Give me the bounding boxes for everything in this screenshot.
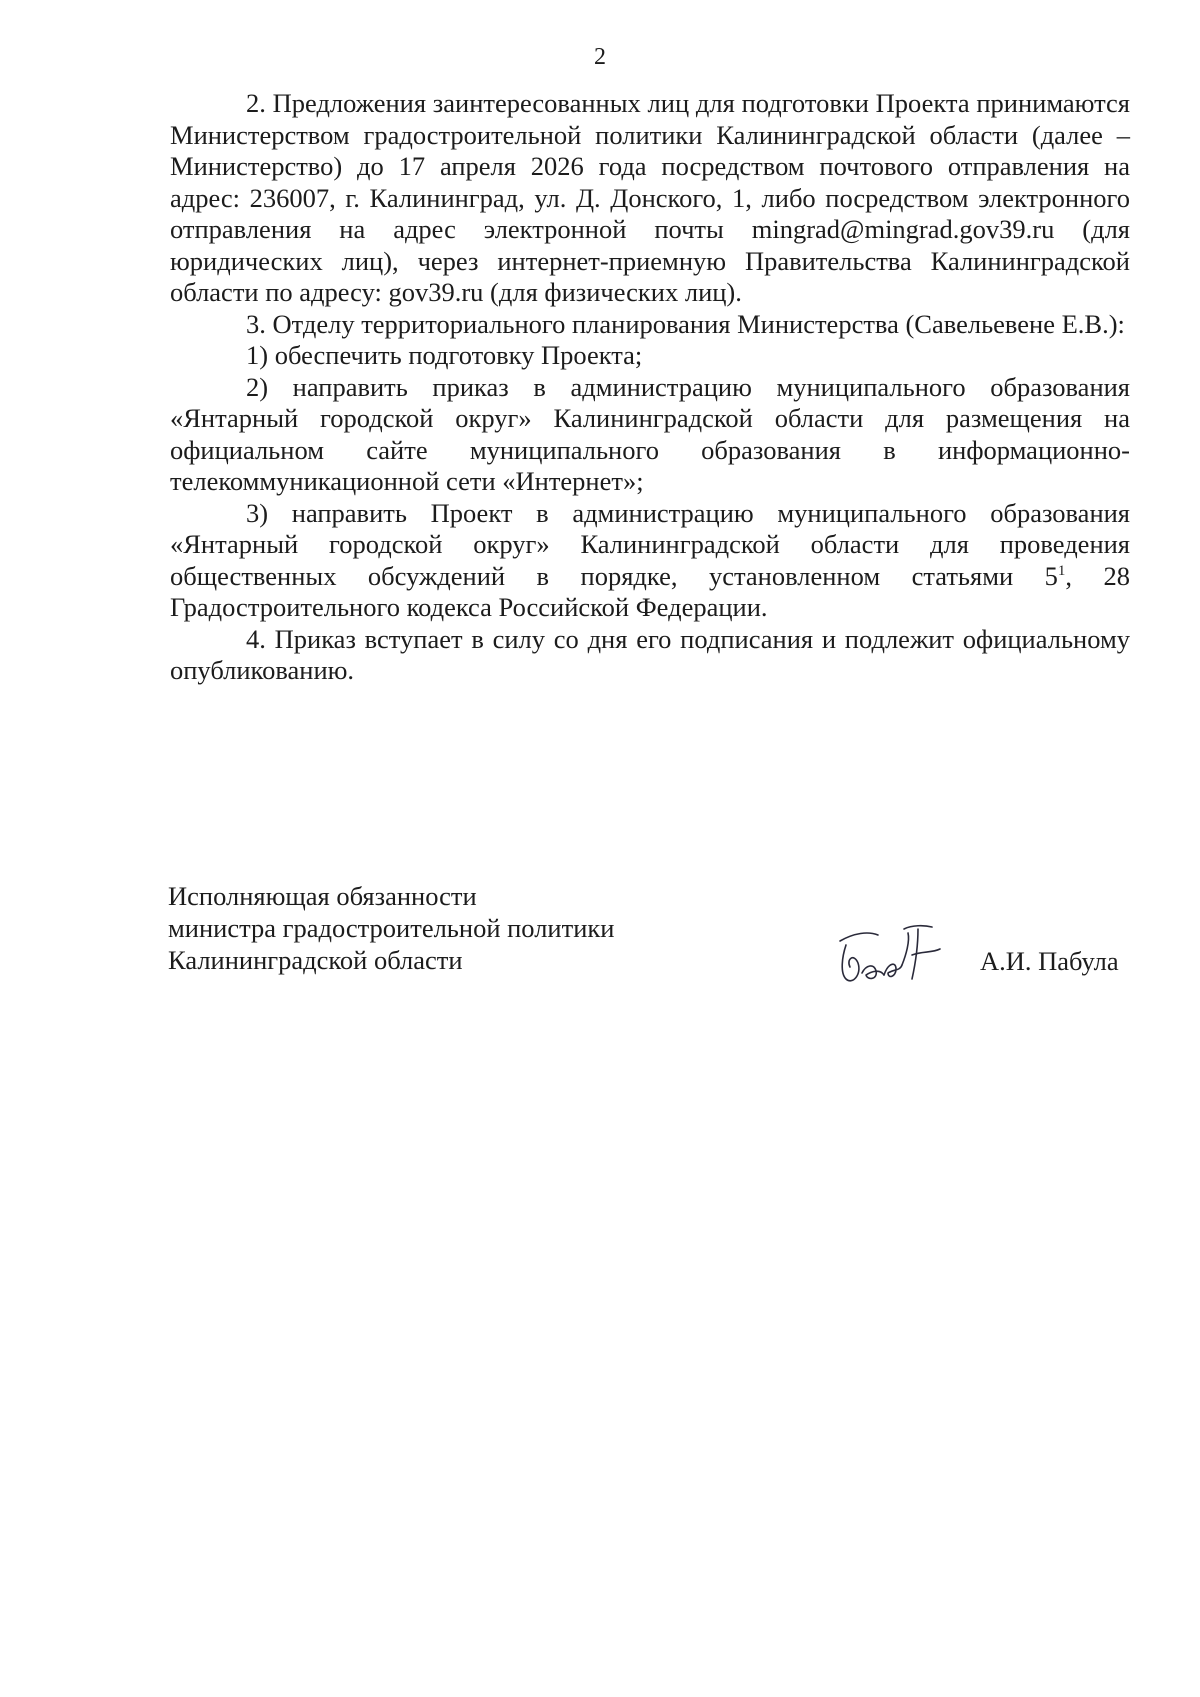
signer-name: А.И. Пабула	[980, 946, 1119, 976]
paragraph-3-item-1: 1) обеспечить подготовку Проекта;	[246, 340, 643, 370]
page-number: 2	[594, 44, 606, 70]
paragraph-2-proposals: 2. Предложения заинтересованных лиц для подготовки Проекта принимаются Министерством градостроительной политики Калининградской области (далее – Министерство) до 17 апреля 2026 года посредством почтового отправления на адрес: 236007, г. Калининград, ул. Д. Донского, 1, либо посредством электронного отправления на адрес электронной почты mingrad@mingrad.gov39.ru (для юридических лиц), через интернет-приемную Правительства Калининградской области по адресу: gov39.ru (для физических лиц).	[170, 88, 1130, 307]
handwritten-signature	[832, 915, 952, 995]
paragraph-3-department: 3. Отделу территориального планирования Министерства (Савельевене Е.В.):	[246, 308, 1125, 339]
signatory-title-line-2: министра градостроительной политики	[168, 913, 615, 943]
signatory-title	[168, 880, 728, 976]
paragraph-3-item-3-text-end: , 28 Градостроительного кодекса Российской Федерации.	[170, 560, 1130, 622]
signatory-title-line-1: Исполняющая обязанности	[168, 881, 477, 911]
superscript-one: 1	[1057, 562, 1066, 579]
paragraph-3-item-2: 2) направить приказ в администрацию муниципального образования «Янтарный городской округ» Калининградской области для размещения на официальном сайте муниципального образования в информационно-телекоммуникационной сети «Интернет»;	[170, 371, 1130, 496]
paragraph-3-item-3	[170, 498, 1130, 624]
document-body	[170, 88, 1130, 687]
paragraph-3-item-3-text-start: 3) направить Проект в администрацию муниципального образования «Янтарный городской округ» Калининградской области для проведения общественных обсуждений в порядке, установленном статьями 5	[170, 497, 1130, 591]
paragraph-4-effective: 4. Приказ вступает в силу со дня его подписания и подлежит официальному опубликованию.	[170, 623, 1130, 685]
signatory-title-line-3: Калининградской области	[168, 945, 463, 975]
